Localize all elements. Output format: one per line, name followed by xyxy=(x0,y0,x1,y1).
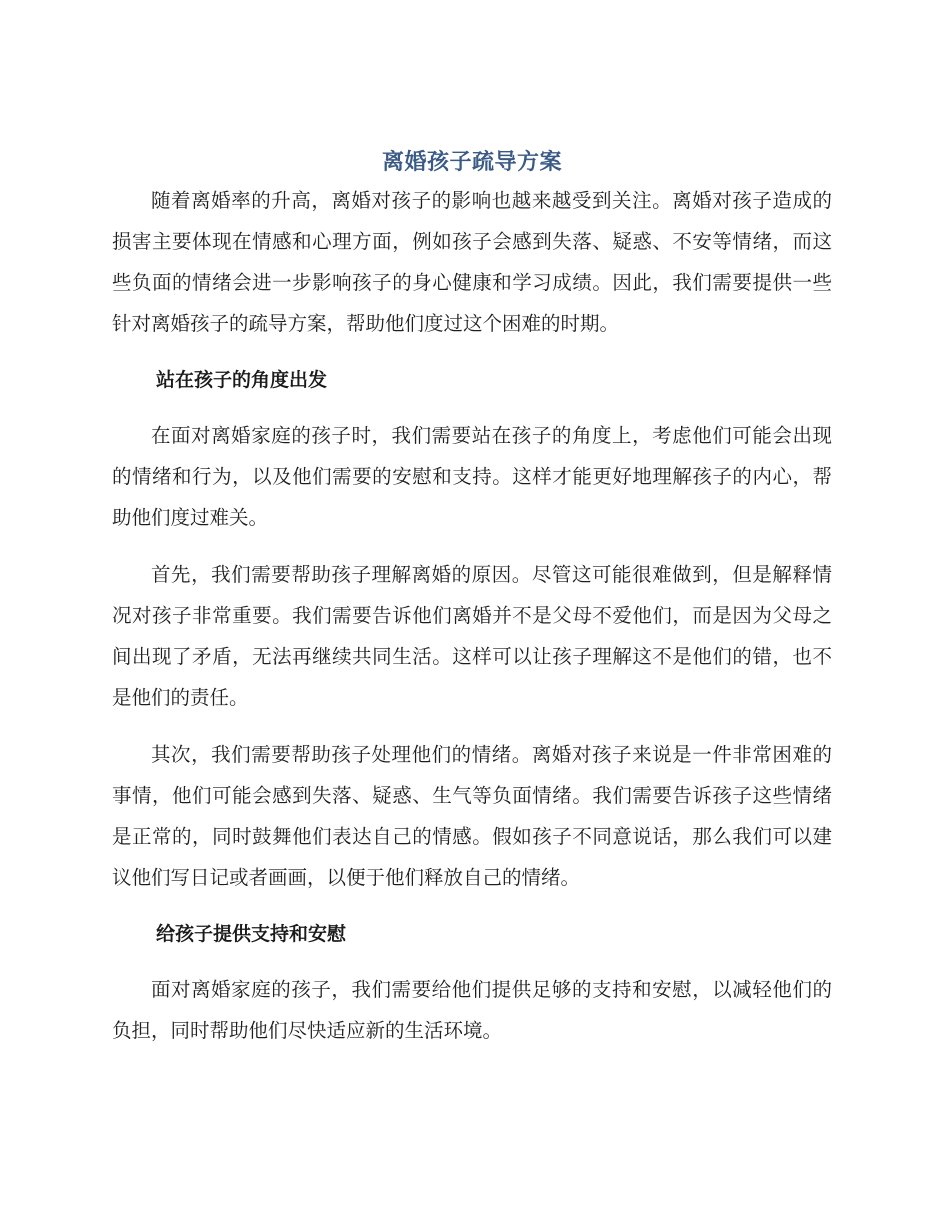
section-heading-child-perspective: 站在孩子的角度出发 xyxy=(156,369,328,391)
paragraph: 在面对离婚家庭的孩子时，我们需要站在孩子的角度上，考虑他们可能会出现的情绪和行为，以及他们需要的安慰和支持。这样才能更好地理解孩子的内心，帮助他们度过难关。 xyxy=(112,424,832,529)
section-heading-support-comfort: 给孩子提供支持和安慰 xyxy=(156,923,347,945)
paragraph: 面对离婚家庭的孩子，我们需要给他们提供足够的支持和安慰，以减轻他们的负担，同时帮助他们尽快适应新的生活环境。 xyxy=(112,978,832,1042)
paragraph: 其次，我们需要帮助孩子处理他们的情绪。离婚对孩子来说是一件非常困难的事情，他们可能会感到失落、疑惑、生气等负面情绪。我们需要告诉孩子这些情绪是正常的，同时鼓舞他们表达自己的情感。假如孩子不同意说话，那么我们可以建议他们写日记或者画画，以便于他们释放自己的情绪。 xyxy=(112,743,832,889)
document-title: 离婚孩子疏导方案 xyxy=(381,150,562,175)
intro-paragraph: 随着离婚率的升高，离婚对孩子的影响也越来越受到关注。离婚对孩子造成的损害主要体现在情感和心理方面，例如孩子会感到失落、疑惑、不安等情绪，而这些负面的情绪会进一步影响孩子的身心健康和学习成绩。因此，我们需要提供一些针对离婚孩子的疏导方案，帮助他们度过这个困难的时期。 xyxy=(112,189,832,335)
paragraph: 首先，我们需要帮助孩子理解离婚的原因。尽管这可能很难做到，但是解释情况对孩子非常重要。我们需要告诉他们离婚并不是父母不爱他们，而是因为父母之间出现了矛盾，无法再继续共同生活。这样可以让孩子理解这不是他们的错，也不是他们的责任。 xyxy=(112,563,832,709)
document-body xyxy=(112,146,832,1067)
